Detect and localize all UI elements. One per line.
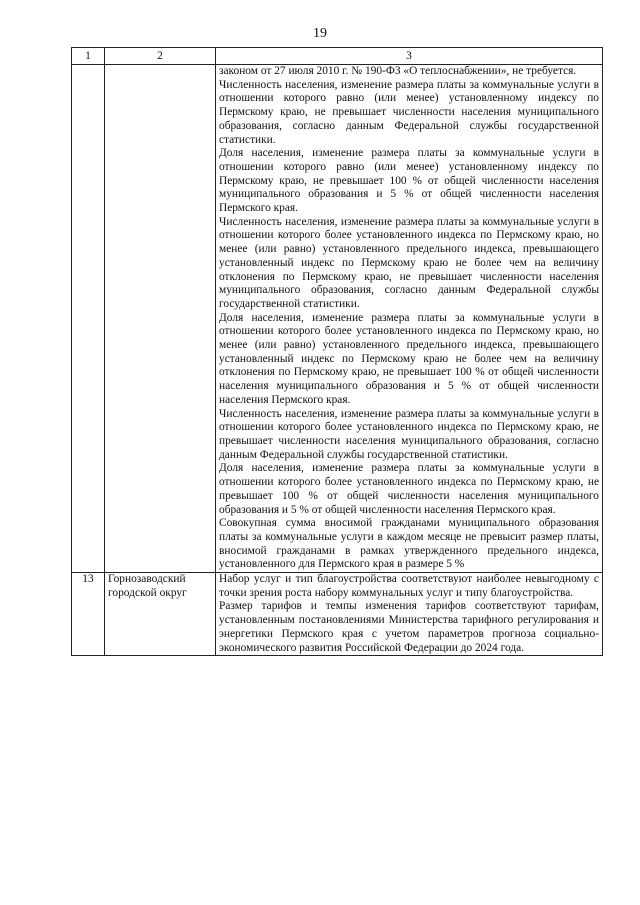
header-cell-3: 3 — [216, 48, 603, 65]
table-row-continuation — [72, 65, 603, 573]
condition-paragraph: Численность населения, изменение размера платы за коммунальные услуги в отношении которого более установленного индекса по Пермскому краю, не превышает численности населения муниципального образования, согласно данным Федеральной службы государственной статистики. — [219, 407, 599, 461]
header-cell-2: 2 — [105, 48, 216, 65]
condition-paragraph: Численность населения, изменение размера платы за коммунальные услуги в отношении которого более установленного индекса по Пермскому краю, но менее (или равно) установленного предельного индекса, превышающего установленный индекс по Пермскому краю не более чем на величину отклонения по Пермскому краю, не превышает численности населения муниципального образования, согласно данным Федеральной службы государственной статистики. — [219, 215, 599, 310]
conditions-cell — [216, 573, 603, 656]
condition-paragraph: Доля населения, изменение размера платы за коммунальные услуги в отношении которого равно (или менее) установленному индексу по Пермскому краю, не превышает 100 % от общей численности населения муниципального образования и 5 % от общей численности населения Пермского края. — [219, 147, 599, 215]
condition-paragraph: Доля населения, изменение размера платы за коммунальные услуги в отношении которого более установленного индекса по Пермскому краю, не превышает 100 % от общей численности населения муниципального образования и 5 % от общей численности населения Пермского края. — [219, 462, 599, 516]
row-number-cell — [72, 65, 105, 573]
row-number-cell: 13 — [72, 573, 105, 656]
table-row-13 — [72, 573, 603, 656]
page-number: 19 — [313, 26, 327, 41]
document-table — [71, 47, 603, 656]
condition-paragraph: Доля населения, изменение размера платы за коммунальные услуги в отношении которого более установленного индекса по Пермскому краю, но менее (или равно) установленного предельного индекса, превышающего установленный индекс по Пермскому краю не более чем на величину отклонения по Пермскому краю, не превышает 100 % от общей численности населения муниципального образования и 5 % от общей численности населения Пермского края. — [219, 311, 599, 406]
condition-paragraph: Набор услуг и тип благоустройства соответствуют наиболее невыгодному с точки зрения роста набору коммунальных услуг и типу благоустройства. — [219, 573, 599, 599]
conditions-cell — [216, 65, 603, 573]
condition-paragraph: Размер тарифов и темпы изменения тарифов соответствуют тарифам, установленным постановлениями Министерства тарифного регулирования и энергетики Пермского края с учетом параметров прогноза социально-экономического развития Российской Федерации до 2024 года. — [219, 600, 599, 654]
municipality-name-cell: Горнозаводский городской округ — [105, 573, 216, 656]
condition-paragraph: законом от 27 июля 2010 г. № 190-ФЗ «О теплоснабжении», не требуется. — [219, 65, 577, 77]
condition-paragraph: Совокупная сумма вносимой гражданами муниципального образования платы за коммунальные услуги в каждом месяце не превысит размер платы, вносимой гражданами в рамках утвержденного предельного индекса, установленного для Пермского края в размере 5 % — [219, 517, 599, 571]
table-header-row — [72, 48, 603, 65]
condition-paragraph: Численность населения, изменение размера платы за коммунальные услуги в отношении которого равно (или менее) установленному индексу по Пермскому краю, не превышает численности населения муниципального образования, согласно данным Федеральной службы государственной статистики. — [219, 78, 599, 146]
municipality-name-cell — [105, 65, 216, 573]
header-cell-1: 1 — [72, 48, 105, 65]
